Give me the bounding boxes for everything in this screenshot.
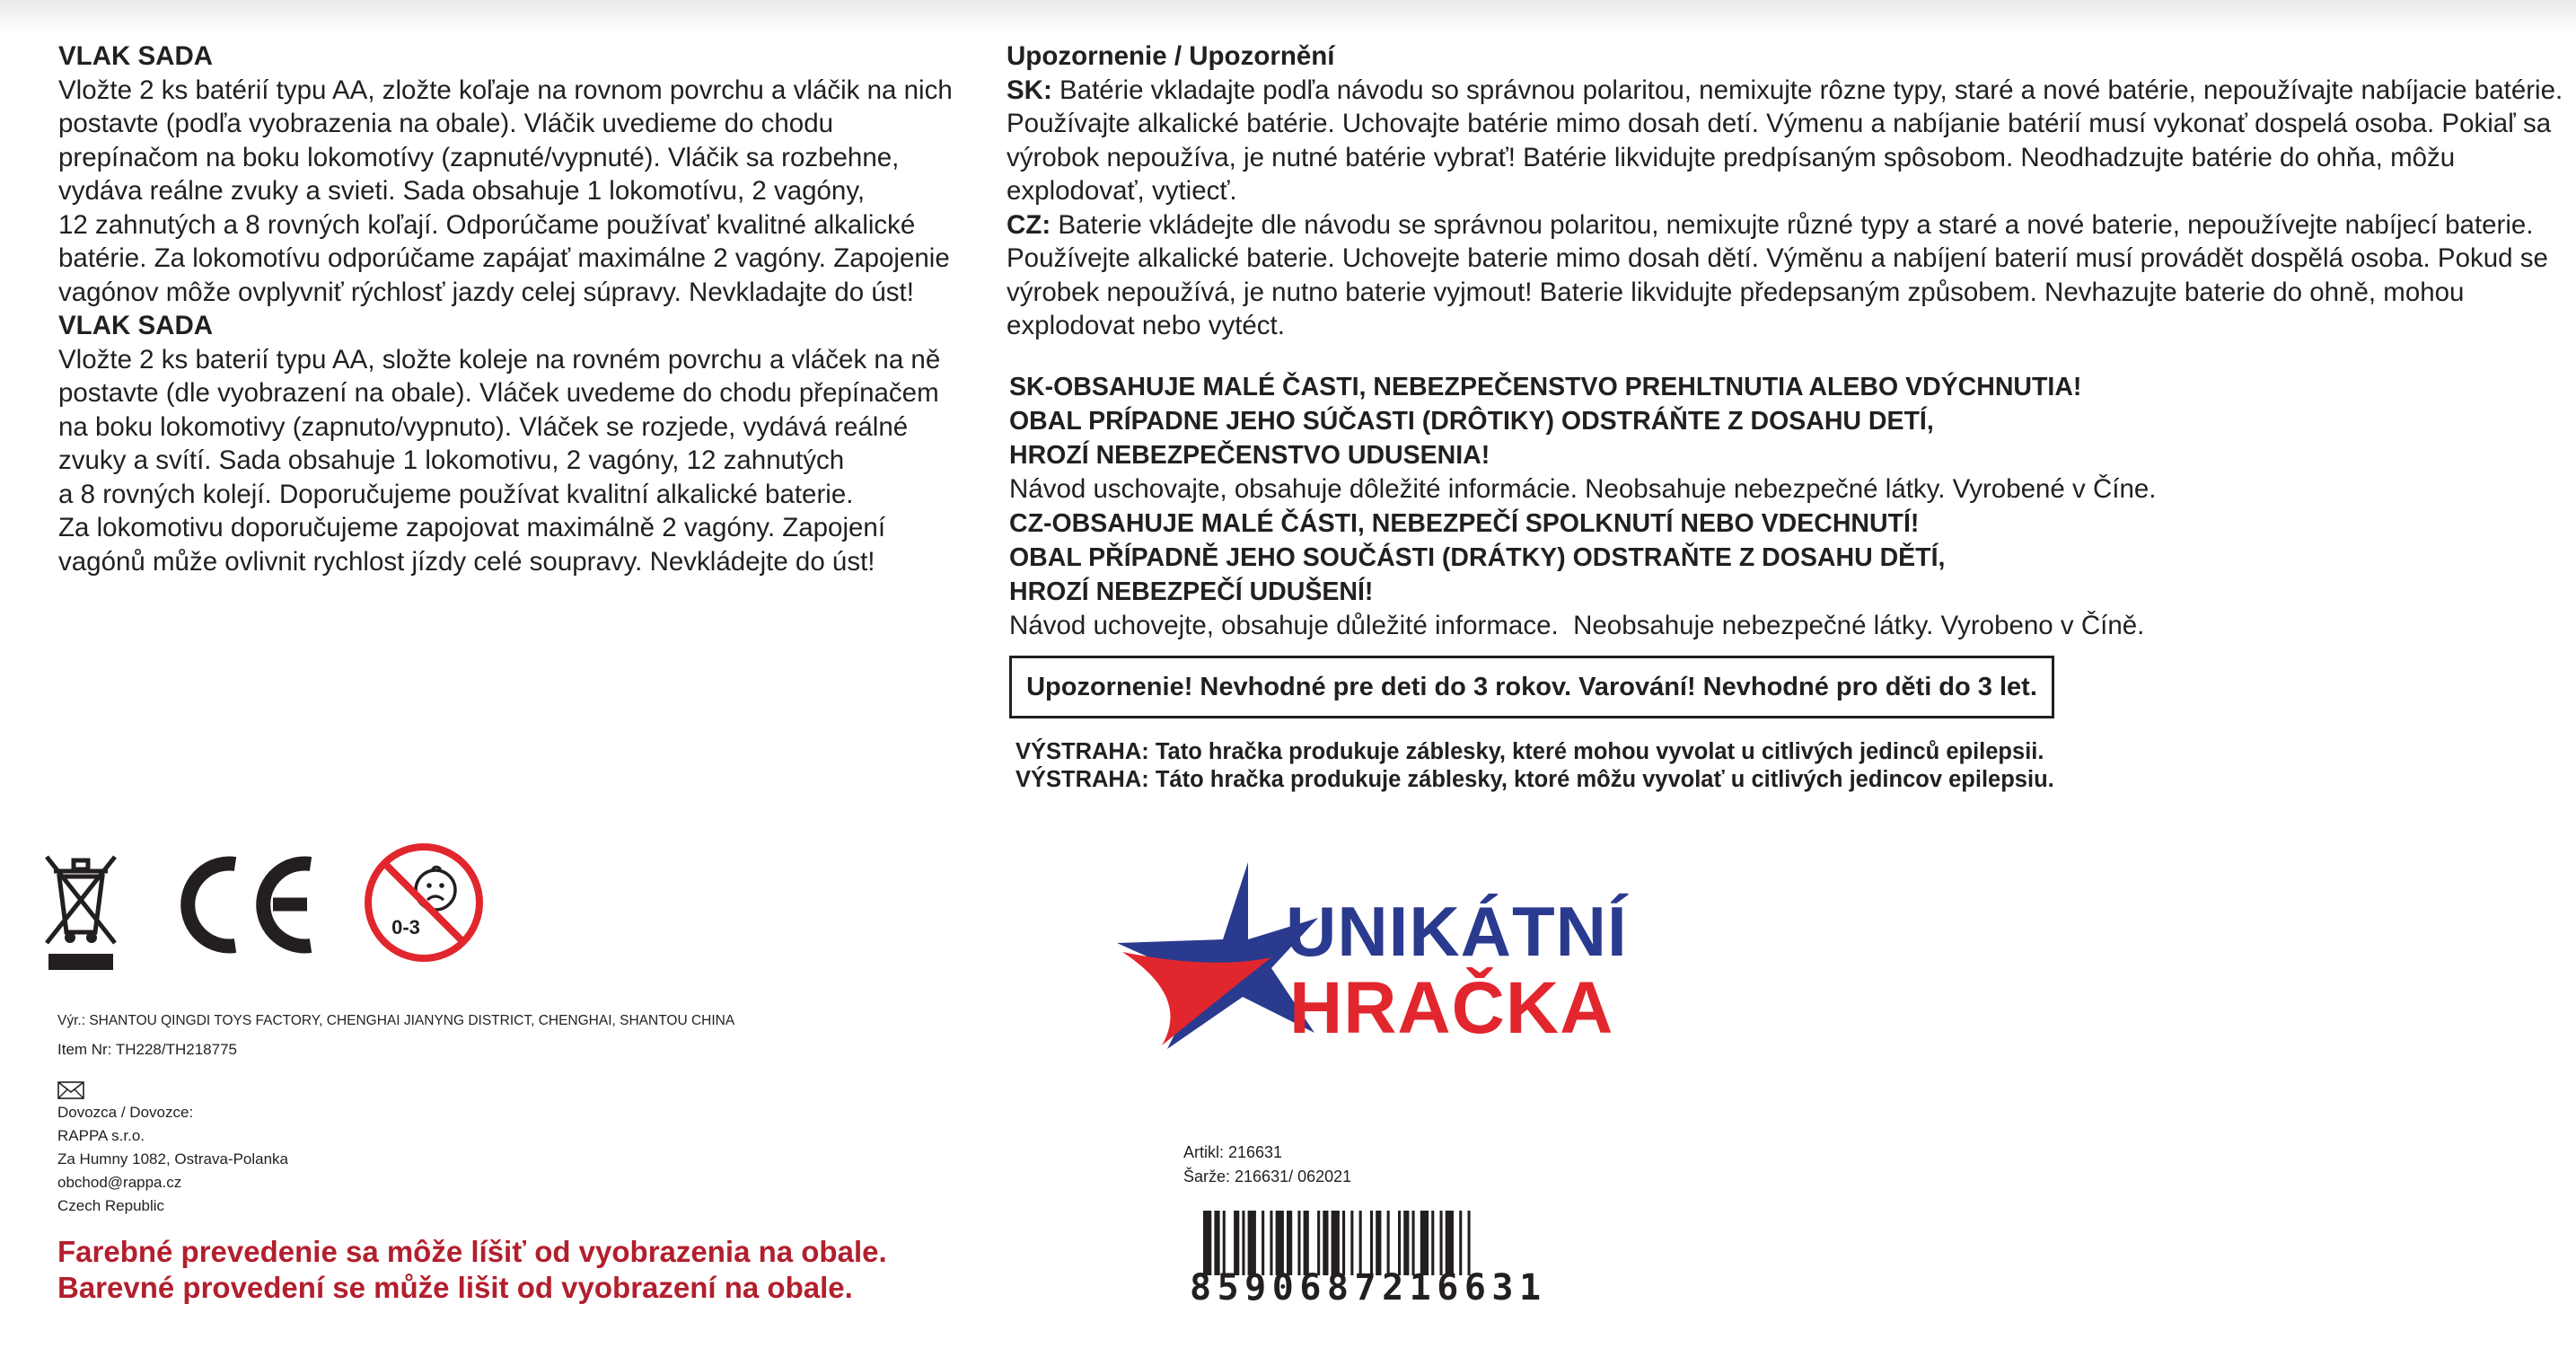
cz-label: CZ: bbox=[1007, 209, 1051, 240]
sk-small-parts-warning: SK-OBSAHUJE MALÉ ČASTI, NEBEZPEČENSTVO PREHLTNUTIA ALEBO VDÝCHNUTIA! OBAL PRÍPADNE JEHO SÚČASTI (DRÔTIKY) ODSTRÁŇTE Z DOSAHU DETÍ, HROZÍ NEBEZPEČENSTVO UDUSENIA! bbox=[1009, 373, 2082, 470]
sk-label: SK: bbox=[1007, 75, 1052, 105]
warning-title: Upozornenie / Upozornění bbox=[1007, 41, 1335, 71]
color-note-cz: Barevné provedení se může lišit od vyobrazení na obale. bbox=[57, 1271, 853, 1304]
small-parts-section bbox=[1009, 370, 2156, 642]
cz-battery-text: Používejte alkalické baterie. Uchovejte baterie mimo dosah dětí. Výměnu a nabíjení baterií musí provádět dospělá osoba. Pokud se výrobek nepoužívá, je nutno baterie vyjmout! Baterie likvidujte předepsaným způsobem. Nevhazujte baterie do ohně, mohou explodovat nebo vytéct. bbox=[1007, 243, 2548, 340]
item-number: Item Nr: TH228/TH218775 bbox=[57, 1041, 237, 1058]
epilepsy-warning-sk: VÝSTRAHA: Táto hračka produkuje záblesky, ktoré môžu vyvolať u citlivých jedincov epilepsiu. bbox=[1015, 767, 2054, 792]
sk-description-text: Vložte 2 ks batérií typu AA, zložte koľaje na rovnom povrchu a vláčik na nich postavte (podľa vyobrazenia na obale). Vláčik uvedieme do chodu prepínačom na boku lokomotívy (zapnuté/vypnuté). Vláčik sa rozbehne, vydáva reálne zvuky a svieti. Sada obsahuje 1 lokomotívu, 2 vagóny, 12 zahnutých a 8 rovných koľají. Odporúčame používať kvalitné alkalické batérie. Za lokomotívu odporúčame zapájať maximálne 2 vagóny. Zapojenie vagónov môže ovplyvniť rýchlosť jazdy celej súpravy. Nevkladajte do úst! bbox=[58, 75, 953, 307]
not-for-under-3-icon bbox=[362, 841, 486, 965]
artikl: Artikl: 216631 bbox=[1183, 1143, 1283, 1161]
sk-battery-first-line bbox=[1007, 74, 2563, 108]
top-shade bbox=[0, 0, 2576, 34]
color-note bbox=[57, 1234, 887, 1306]
battery-warning-section bbox=[1007, 40, 2563, 343]
age-icon-label: 0-3 bbox=[391, 916, 420, 939]
envelope-icon bbox=[57, 1081, 84, 1099]
sk-battery-text: Používajte alkalické batérie. Uchovajte batérie mimo dosah detí. Výmenu a nabíjanie batérií musí vykonať dospelá osoba. Pokiaľ sa výrobok nepoužíva, je nutné batérie vybrať! Batérie likvidujte predpísaným spôsobom. Neodhadzujte batérie do ohňa, môžu explodovať, vytiecť. bbox=[1007, 109, 2552, 206]
sk-battery-text-first: Batérie vkladajte podľa návodu so správnou polaritou, nemixujte rôzne typy, staré a nové batérie, nepoužívajte nabíjacie batérie. bbox=[1051, 75, 2563, 105]
sk-note: Návod uschovajte, obsahuje dôležité informácie. Neobsahuje nebezpečné látky. Vyrobené v Číne. bbox=[1009, 474, 2157, 504]
cz-small-parts-warning: CZ-OBSAHUJE MALÉ ČÁSTI, NEBEZPEČÍ SPOLKNUTÍ NEBO VDECHNUTÍ! OBAL PŘÍPADNĚ JEHO SOUČÁSTI (DRÁTKY) ODSTRAŇTE Z DOSAHU DĚTÍ, HROZÍ NEBEZPEČÍ UDUŠENÍ! bbox=[1009, 508, 1946, 606]
logo-line1: UNIKÁTNÍ bbox=[1286, 892, 1628, 971]
cz-description-section bbox=[58, 309, 940, 578]
cz-note: Návod uchovejte, obsahuje důležité informace. Neobsahuje nebezpečné látky. Vyrobeno v Číně. bbox=[1009, 610, 2145, 640]
sk-description-section bbox=[58, 40, 953, 309]
epilepsy-warning-section bbox=[1015, 738, 2054, 794]
crossed-bin-icon bbox=[40, 850, 120, 975]
cz-description-text: Vložte 2 ks baterií typu AA, složte koleje na rovném povrchu a vláček na ně postavte (dle vyobrazení na obale). Vláček uvedeme do chodu přepínačem na boku lokomotivy (zapnuto/vypnuto). Vláček se rozjede, vydává reálné zvuky a svítí. Sada obsahuje 1 lokomotivu, 2 vagóny, 12 zahnutých a 8 rovných kolejí. Doporučujeme používat kvalitní alkalické baterie. Za lokomotivu doporučujeme zapojovat maximálně 2 vagóny. Zapojení vagónů může ovlivnit rychlost jízdy celé soupravy. Nevkládejte do úst! bbox=[58, 344, 941, 577]
cz-description-title: VLAK SADA bbox=[58, 311, 214, 340]
importer-address: Dovozca / Dovozce: RAPPA s.r.o. Za Humny 1082, Ostrava-Polanka obchod@rappa.cz Czech Republic bbox=[57, 1104, 289, 1214]
age-warning-box bbox=[1009, 656, 2054, 718]
barcode-digits: 8590687216631 bbox=[1190, 1267, 1547, 1309]
cz-battery-first-line bbox=[1007, 208, 2563, 242]
cz-battery-text-first: Baterie vkládejte dle návodu se správnou polaritou, nemixujte různé typy a staré a nové baterie, nepoužívejte nabíjecí baterie. bbox=[1051, 209, 2534, 240]
color-note-sk: Farebné prevedenie sa môže líšiť od vyobrazenia na obale. bbox=[57, 1235, 887, 1268]
logo-line2: HRAČKA bbox=[1289, 967, 1614, 1049]
epilepsy-warning-cz: VÝSTRAHA: Tato hračka produkuje záblesky, které mohou vyvolat u citlivých jedinců epilepsii. bbox=[1015, 739, 2044, 764]
sarze: Šarže: 216631/ 062021 bbox=[1183, 1168, 1352, 1185]
ce-mark-icon bbox=[176, 853, 320, 956]
manufacturer: Výr.: SHANTOU QINGDI TOYS FACTORY, CHENGHAI JIANYNG DISTRICT, CHENGHAI, SHANTOU CHINA bbox=[57, 1013, 735, 1028]
barcode-icon bbox=[1203, 1211, 1558, 1275]
age-warning-text: Upozornenie! Nevhodné pre deti do 3 rokov. Varování! Nevhodné pro děti do 3 let. bbox=[1026, 672, 2037, 701]
sk-description-title: VLAK SADA bbox=[58, 41, 214, 71]
